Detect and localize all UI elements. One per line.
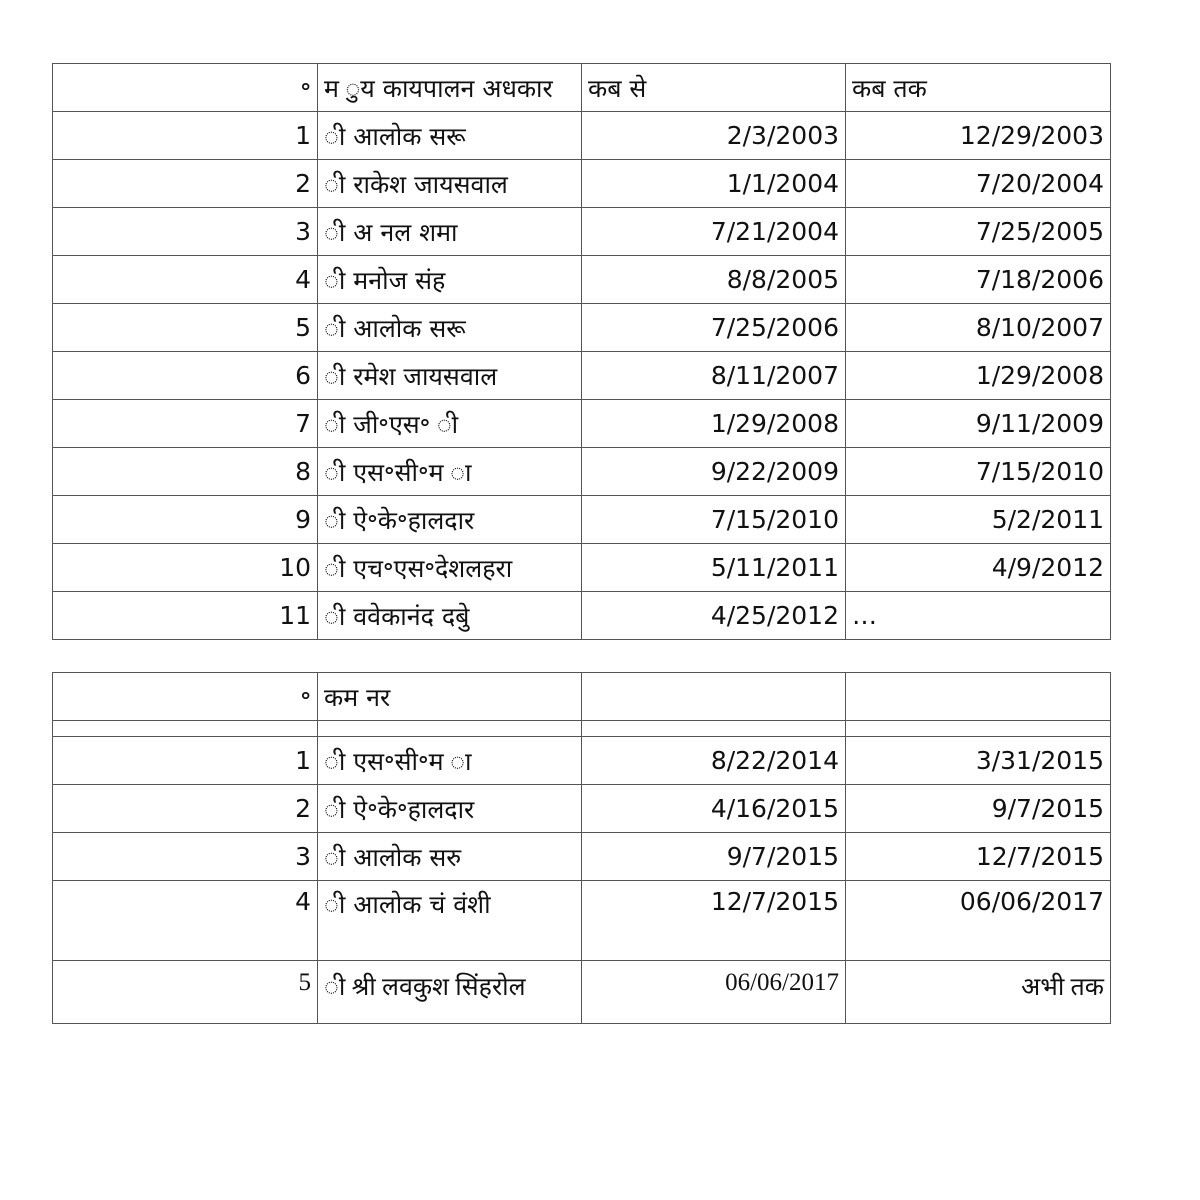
name-header: कम नर xyxy=(318,673,582,721)
table-row xyxy=(53,256,1111,304)
serial-cell: 3 xyxy=(53,208,318,256)
spacer-cell xyxy=(53,721,318,737)
table-row xyxy=(53,496,1111,544)
from-date-cell: 4/16/2015 xyxy=(582,785,846,833)
from-date-cell: 7/25/2006 xyxy=(582,304,846,352)
from-date-cell: 1/29/2008 xyxy=(582,400,846,448)
from-date-cell: 1/1/2004 xyxy=(582,160,846,208)
name-cell: ी एस॰सी॰म ा xyxy=(318,737,582,785)
serial-cell: 2 xyxy=(53,785,318,833)
spacer-cell xyxy=(318,721,582,737)
table-row xyxy=(53,544,1111,592)
spacer-cell xyxy=(582,721,846,737)
to-date-cell: अभी तक xyxy=(846,961,1111,1024)
from-header: कब से xyxy=(582,64,846,112)
name-cell: ी आलोक सरू xyxy=(318,304,582,352)
from-date-cell: 12/7/2015 xyxy=(582,881,846,961)
from-date-cell: 4/25/2012 xyxy=(582,592,846,640)
officers-table xyxy=(52,63,1111,640)
to-date-cell: 8/10/2007 xyxy=(846,304,1111,352)
name-cell: ी आलोक सरू xyxy=(318,112,582,160)
table-row xyxy=(53,448,1111,496)
serial-cell: 4 xyxy=(53,256,318,304)
from-date-cell: 5/11/2011 xyxy=(582,544,846,592)
to-date-cell: 4/9/2012 xyxy=(846,544,1111,592)
from-date-cell: 8/8/2005 xyxy=(582,256,846,304)
name-cell: ी एच॰एस॰देशलहरा xyxy=(318,544,582,592)
serial-cell: 1 xyxy=(53,737,318,785)
table-row xyxy=(53,833,1111,881)
table-header-row xyxy=(53,673,1111,721)
from-date-cell: 06/06/2017 xyxy=(582,961,846,1024)
name-cell: ी जी॰एस॰ ी xyxy=(318,400,582,448)
table-row xyxy=(53,304,1111,352)
to-date-cell: 7/20/2004 xyxy=(846,160,1111,208)
name-cell: ी ववेकानंद दबेु xyxy=(318,592,582,640)
serial-cell: 2 xyxy=(53,160,318,208)
name-cell: ी रमेश जायसवाल xyxy=(318,352,582,400)
to-date-cell: 06/06/2017 xyxy=(846,881,1111,961)
to-date-cell: 7/15/2010 xyxy=(846,448,1111,496)
name-cell: ी श्री लवकुश सिंहरोल xyxy=(318,961,582,1024)
table-row xyxy=(53,785,1111,833)
serial-cell: 7 xyxy=(53,400,318,448)
to-date-cell: 9/7/2015 xyxy=(846,785,1111,833)
table-row xyxy=(53,961,1111,1024)
from-date-cell: 9/7/2015 xyxy=(582,833,846,881)
serial-cell: 4 xyxy=(53,881,318,961)
name-cell: ी ऐ॰के॰हालदार xyxy=(318,496,582,544)
to-date-cell: 1/29/2008 xyxy=(846,352,1111,400)
name-cell: ी राकेश जायसवाल xyxy=(318,160,582,208)
from-date-cell: 8/22/2014 xyxy=(582,737,846,785)
to-date-cell: 12/7/2015 xyxy=(846,833,1111,881)
name-cell: ी मनोज संह xyxy=(318,256,582,304)
serial-cell: 1 xyxy=(53,112,318,160)
serial-cell: 5 xyxy=(53,304,318,352)
to-date-cell: 9/11/2009 xyxy=(846,400,1111,448)
serial-cell: 8 xyxy=(53,448,318,496)
to-date-cell: 12/29/2003 xyxy=(846,112,1111,160)
from-date-cell: 8/11/2007 xyxy=(582,352,846,400)
serial-cell: 6 xyxy=(53,352,318,400)
serial-header: ॰ xyxy=(53,64,318,112)
table-row xyxy=(53,400,1111,448)
serial-cell: 3 xyxy=(53,833,318,881)
to-date-cell: 3/31/2015 xyxy=(846,737,1111,785)
from-date-cell: 7/21/2004 xyxy=(582,208,846,256)
serial-cell: 11 xyxy=(53,592,318,640)
serial-header: ॰ xyxy=(53,673,318,721)
spacer-cell xyxy=(846,721,1111,737)
serial-cell: 9 xyxy=(53,496,318,544)
serial-cell: 10 xyxy=(53,544,318,592)
table-row xyxy=(53,112,1111,160)
from-date-cell: 7/15/2010 xyxy=(582,496,846,544)
from-date-cell: 2/3/2003 xyxy=(582,112,846,160)
table-row xyxy=(53,881,1111,961)
table-row xyxy=(53,352,1111,400)
from-date-cell: 9/22/2009 xyxy=(582,448,846,496)
to-date-cell: 7/25/2005 xyxy=(846,208,1111,256)
name-cell: ी ऐ॰के॰हालदार xyxy=(318,785,582,833)
commissioners-table xyxy=(52,672,1111,1024)
to-date-cell: 5/2/2011 xyxy=(846,496,1111,544)
table-row xyxy=(53,208,1111,256)
spacer-row xyxy=(53,721,1111,737)
serial-cell: 5 xyxy=(53,961,318,1024)
to-date-cell: 7/18/2006 xyxy=(846,256,1111,304)
from-header xyxy=(582,673,846,721)
name-cell: ी एस॰सी॰म ा xyxy=(318,448,582,496)
table-row xyxy=(53,592,1111,640)
name-cell: ी आलोक सरु xyxy=(318,833,582,881)
name-header: म ुय कायपालन अधकार xyxy=(318,64,582,112)
to-date-cell: … xyxy=(846,592,1111,640)
to-header xyxy=(846,673,1111,721)
table-row xyxy=(53,160,1111,208)
to-header: कब तक xyxy=(846,64,1111,112)
name-cell: ी अ नल शमा xyxy=(318,208,582,256)
table-row xyxy=(53,737,1111,785)
table-header-row xyxy=(53,64,1111,112)
name-cell: ी आलोक चं वंशी xyxy=(318,881,582,961)
